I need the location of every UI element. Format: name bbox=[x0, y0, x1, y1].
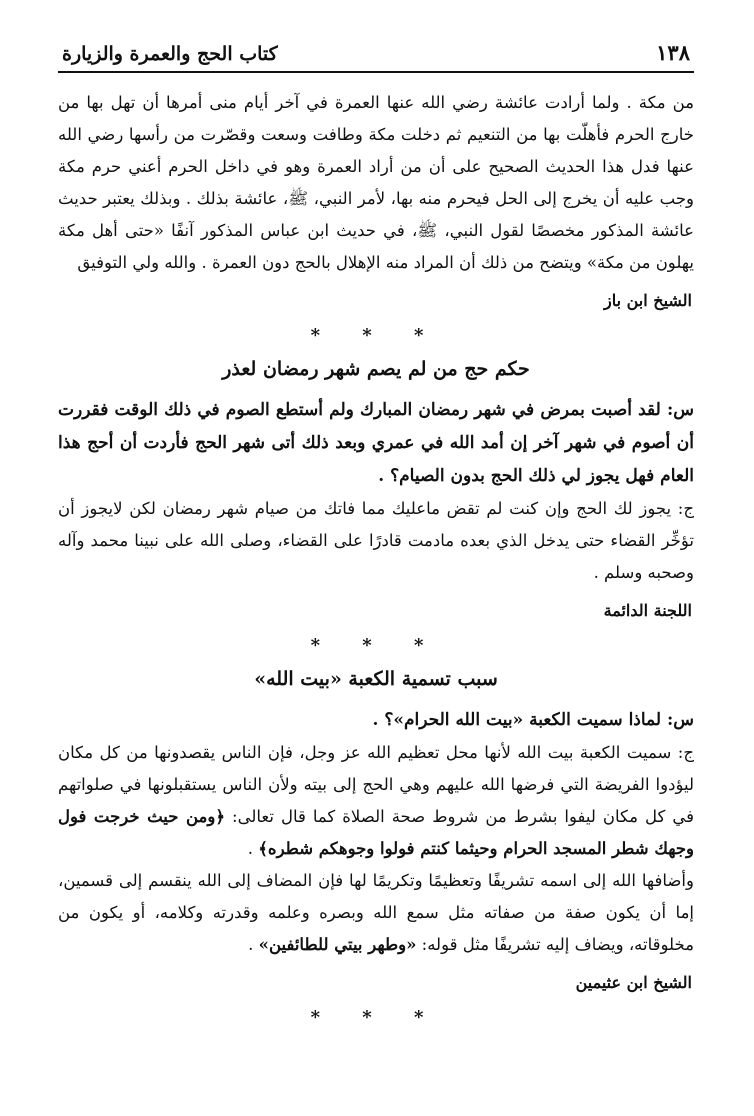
fatwa-3-answer-end: . bbox=[247, 839, 259, 858]
fatwa-2-author: اللجنة الدائمة bbox=[603, 601, 692, 620]
fatwa-1-text: من مكة . ولما أرادت عائشة رضي الله عنها العمرة في آخر أيام منى أمرها أن تهل بها من خارج الحرم فأهلّت بها من التنعيم ثم دخلت مكة وطافت وسعت وقصّرت من رأسها رضي الله عنها فدل هذا الحديث الصحيح على أن من أراد العمرة وهو في داخل الحرم أعني حرم مكة وجب عليه أن يخرج إلى الحل فيحرم منه بها، لأمر النبي، ﷺ، عائشة بذلك . وبذلك يعتبر حديث عائشة المذكور مخصصًا لقول النبي، ﷺ، في حديث ابن عباس المذكور آنفًا «حتى أهل مكة يهلون من مكة» ويتضح من ذلك أن المراد منه الإهلال بالحج دون العمرة . والله ولي التوفيق bbox=[58, 93, 694, 272]
book-title: كتاب الحج والعمرة والزيارة bbox=[62, 43, 278, 65]
fatwa-3-paragraph-2 bbox=[58, 865, 694, 961]
page-number: ١٣٨ bbox=[656, 40, 690, 65]
fatwa-3-question: س: لماذا سميت الكعبة «بيت الله الحرام»؟ . bbox=[372, 710, 694, 730]
fatwa-3-paragraph-2-end: . bbox=[248, 935, 259, 954]
fatwa-3-paragraph-2-quote: «وطهر بيتي للطائفين» bbox=[258, 935, 417, 954]
fatwa-1-author: الشيخ ابن باز bbox=[603, 291, 692, 310]
separator-1: * * * bbox=[310, 325, 442, 346]
separator-3: * * * bbox=[310, 1007, 442, 1028]
fatwa-3-author: الشيخ ابن عثيمين bbox=[575, 973, 692, 992]
page-header bbox=[58, 40, 694, 73]
fatwa-2-title: حكم حج من لم يصم شهر رمضان لعذر bbox=[222, 358, 530, 380]
fatwa-3-answer bbox=[58, 737, 694, 865]
fatwa-2-answer: ج: يجوز لك الحج وإن كنت لم تقض ماعليك مما فاتك من صيام شهر رمضان لكن لايجوز أن تؤخِّر القضاء حتى يدخل الذي بعده مادمت قادرًا على القضاء، وصلى الله على نبينا محمد وآله وصحبه وسلم . bbox=[58, 499, 694, 582]
separator-2: * * * bbox=[310, 635, 442, 656]
fatwa-2-question: س: لقد أصبت بمرض في شهر رمضان المبارك ولم أستطع الصوم في ذلك الوقت فقررت أن أصوم في شهر آخر إن أمد الله في عمري وبعد ذلك أتى شهر الحج فأردت أن أحج هذا العام فهل يجوز لي ذلك الحج بدون الصيام؟ . bbox=[58, 400, 694, 486]
fatwa-3-paragraph-2-text: وأضافها الله إلى اسمه تشريفًا وتعظيمًا وتكريمًا لها فإن المضاف إلى الله ينقسم إلى قسمين، إما أن يكون صفة من صفاته مثل سمع الله وبصره وعلمه وقدرته وكلامه، أو يكون من مخلوقاته، ويضاف إليه تشريفًا مثل قوله: bbox=[58, 871, 694, 954]
fatwa-3-answer-text: ج: سميت الكعبة بيت الله لأنها محل تعظيم الله عز وجل، فإن الناس يقصدونها من كل مكان ليؤدوا الفريضة التي فرضها الله عليهم وهي الحج إلى بيته ولأن الناس يستقبلونها في صلواتهم في كل مكان ليفوا بشرط من شروط صحة الصلاة كما قال تعالى: bbox=[58, 743, 694, 826]
fatwa-3-title: سبب تسمية الكعبة «بيت الله» bbox=[254, 668, 498, 690]
fatwa-3-quran-quote: ﴿ومن حيث خرجت فول وجهك شطر المسجد الحرام وحيثما كنتم فولوا وجوهكم شطره﴾ bbox=[58, 807, 694, 858]
